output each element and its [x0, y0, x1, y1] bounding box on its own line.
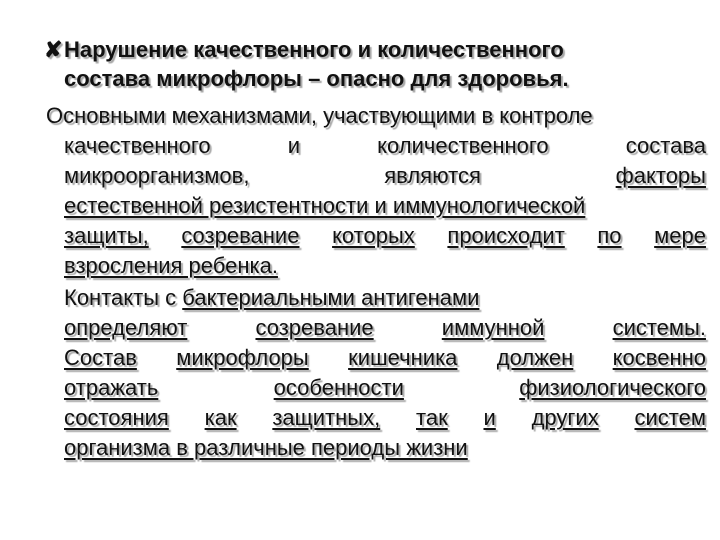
p1-line-3	[64, 161, 706, 191]
word: отражать	[64, 375, 159, 400]
word: других	[531, 405, 599, 430]
word: особенности	[273, 375, 404, 400]
p2-line-5	[64, 403, 706, 433]
word: микроорганизмов,	[64, 163, 250, 188]
word: количественного	[377, 133, 549, 158]
word: должен	[496, 345, 574, 370]
word: как	[204, 405, 237, 430]
word: мере	[654, 223, 706, 248]
word: системы.	[612, 315, 706, 340]
word: Состав	[64, 345, 137, 370]
word: созревание	[181, 223, 300, 248]
word: являются	[384, 163, 481, 188]
p2-line-3	[64, 343, 706, 373]
heading-text-1: Нарушение качественного и количественного	[64, 37, 564, 62]
p1-text-4: естественной резистентности и иммунологической	[64, 193, 586, 218]
p2-line-2	[64, 313, 706, 343]
word: защитных,	[272, 405, 381, 430]
word: физиологического	[519, 375, 706, 400]
word: качественного	[64, 133, 211, 158]
cross-mark-bullet-icon: ✘	[44, 37, 63, 62]
p1-text-1: Основными механизмами, участвующими в контроле	[46, 103, 593, 128]
word: и	[483, 405, 496, 430]
p2-text-1-link: бактериальными антигенами	[182, 285, 480, 310]
word: защиты,	[64, 223, 149, 248]
word: кишечника	[348, 345, 458, 370]
word: состава	[625, 133, 706, 158]
p1-line-2	[64, 131, 706, 161]
word: созревание	[255, 315, 374, 340]
word: косвенно	[612, 345, 706, 370]
word: микрофлоры	[176, 345, 309, 370]
p2-text-1-plain: Контакты с	[64, 285, 183, 310]
word: определяют	[64, 315, 188, 340]
word: которых	[332, 223, 415, 248]
p1-text-6: взросления ребенка.	[64, 253, 278, 278]
word: происходит	[447, 223, 565, 248]
p2-line-1-content	[64, 283, 479, 313]
word: так	[416, 405, 448, 430]
word: по	[597, 223, 622, 248]
word: состояния	[64, 405, 169, 430]
word: систем	[634, 405, 706, 430]
p2-line-4	[64, 373, 706, 403]
word: и	[287, 133, 301, 158]
word-link: факторы	[615, 163, 706, 188]
word: иммунной	[441, 315, 545, 340]
heading-text-2: состава микрофлоры – опасно для здоровья.	[64, 66, 569, 91]
p1-line-5	[64, 221, 706, 251]
p2-text-6: организма в различные периоды жизни	[64, 435, 468, 460]
